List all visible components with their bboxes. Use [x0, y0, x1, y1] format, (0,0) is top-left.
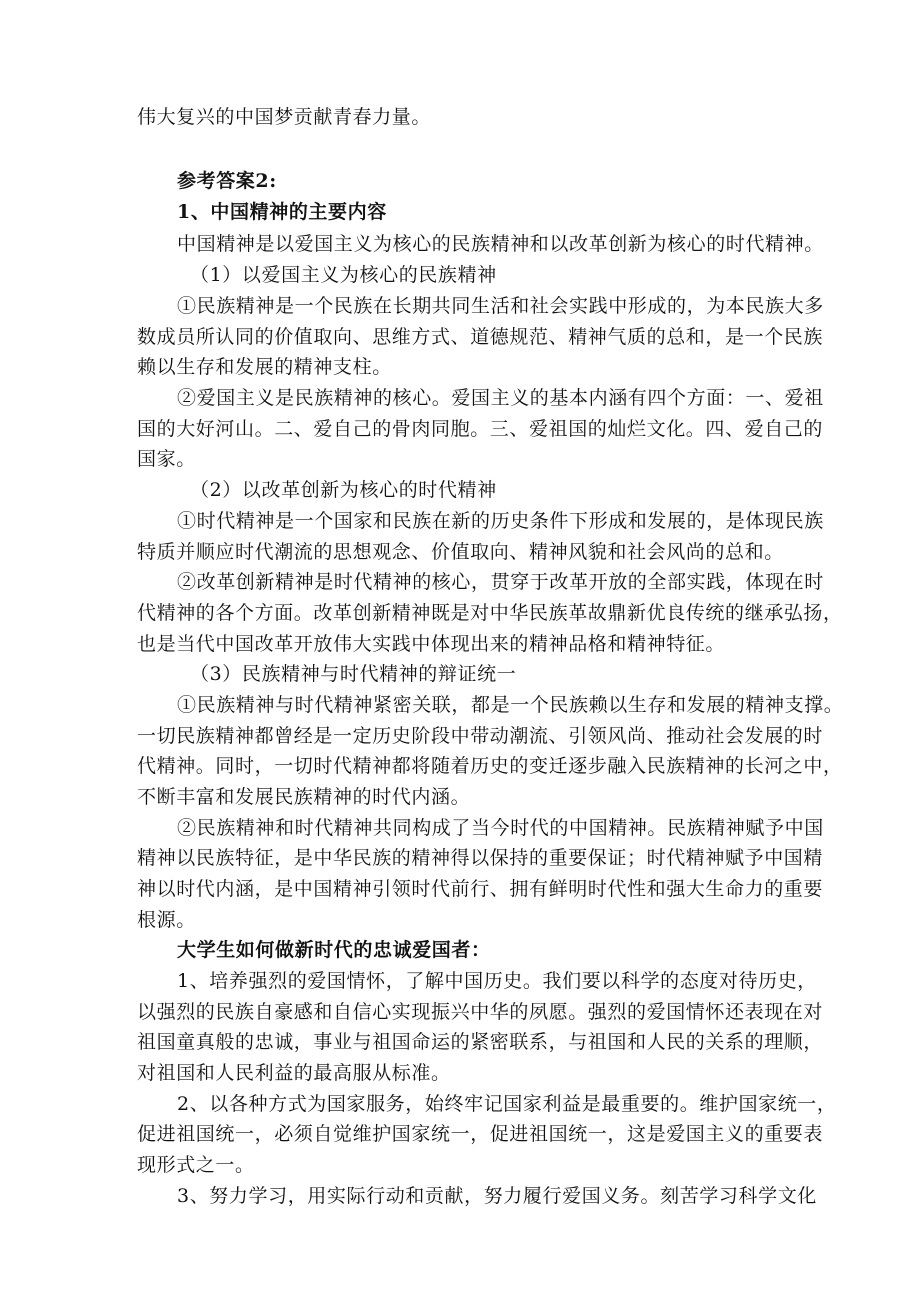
list-item-line: 对祖国和人民利益的最高服从标准。 [137, 1062, 451, 1084]
paragraph-line: 国家。 [137, 448, 196, 470]
list-item-line: 2、以各种方式为国家服务，始终牢记国家利益是最重要的。维护国家统一， [177, 1093, 837, 1115]
paragraph-line: 一切民族精神都曾经是一定历史阶段中带动潮流、引领风尚、推动社会发展的时 [137, 725, 824, 747]
list-item-line: 促进祖国统一，必须自觉维护国家统一，促进祖国统一，这是爱国主义的重要表 [137, 1123, 824, 1145]
paragraph-line: 数成员所认同的价值取向、思维方式、道德规范、精神气质的总和，是一个民族 [137, 326, 824, 348]
paragraph-line: ①民族精神与时代精神紧密关联，都是一个民族赖以生存和发展的精神支撑。 [177, 694, 844, 716]
paragraph-line: 赖以生存和发展的精神支柱。 [137, 356, 392, 378]
paragraph-line: 特质并顺应时代潮流的思想观念、价值取向、精神风貌和社会风尚的总和。 [137, 541, 784, 563]
subsection-title-2: （2）以改革创新为核心的时代精神 [190, 479, 497, 501]
subsection-title-1: （1）以爱国主义为核心的民族精神 [190, 264, 497, 286]
paragraph-line: 不断丰富和发展民族精神的时代内涵。 [137, 786, 471, 808]
paragraph-line: 代精神。同时，一切时代精神都将随着历史的变迁逐步融入民族精神的长河之中， [137, 755, 843, 777]
paragraph-line: ②爱国主义是民族精神的核心。爱国主义的基本内涵有四个方面：一、爱祖 [177, 387, 824, 409]
paragraph-line: 精神以民族特征，是中华民族的精神得以保持的重要保证；时代精神赋予中国精 [137, 847, 824, 869]
paragraph-line: 也是当代中国改革开放伟大实践中体现出来的精神品格和精神特征。 [137, 633, 726, 655]
list-item-line: 祖国童真般的忠诚，事业与祖国命运的紧密联系，与祖国和人民的关系的理顺， [137, 1031, 824, 1053]
section-title-1: 1、中国精神的主要内容 [177, 201, 387, 223]
intro-paragraph: 中国精神是以爱国主义为核心的民族精神和以改革创新为核心的时代精神。 [177, 233, 824, 255]
list-item-line: 3、努力学习，用实际行动和贡献，努力履行爱国义务。刻苦学习科学文化 [177, 1185, 817, 1207]
continuation-text: 伟大复兴的中国梦贡献青春力量。 [137, 106, 432, 128]
list-item-line: 现形式之一。 [137, 1154, 255, 1176]
answer-heading: 参考答案2: [177, 170, 277, 192]
paragraph-line: 国的大好河山。二、爱自己的骨肉同胞。三、爱祖国的灿烂文化。四、爱自己的 [137, 418, 824, 440]
paragraph-line: ①民族精神是一个民族在长期共同生活和社会实践中形成的，为本民族大多 [177, 295, 824, 317]
list-item-line: 1、培养强烈的爱国情怀，了解中国历史。我们要以科学的态度对待历史， [177, 970, 817, 992]
paragraph-line: 根源。 [137, 909, 196, 931]
subsection-title-3: （3）民族精神与时代精神的辩证统一 [190, 663, 517, 685]
paragraph-line: ②改革创新精神是时代精神的核心，贯穿于改革开放的全部实践，体现在时 [177, 571, 824, 593]
paragraph-line: ②民族精神和时代精神共同构成了当今时代的中国精神。民族精神赋予中国 [177, 817, 824, 839]
list-item-line: 以强烈的民族自豪感和自信心实现振兴中华的夙愿。强烈的爱国情怀还表现在对 [137, 1001, 824, 1023]
paragraph-line: ①时代精神是一个国家和民族在新的历史条件下形成和发展的，是体现民族 [177, 510, 824, 532]
paragraph-line: 代精神的各个方面。改革创新精神既是对中华民族革故鼎新优良传统的继承弘扬， [137, 602, 843, 624]
section-title-2: 大学生如何做新时代的忠诚爱国者： [177, 939, 491, 961]
paragraph-line: 神以时代内涵，是中国精神引领时代前行、拥有鲜明时代性和强大生命力的重要 [137, 878, 824, 900]
